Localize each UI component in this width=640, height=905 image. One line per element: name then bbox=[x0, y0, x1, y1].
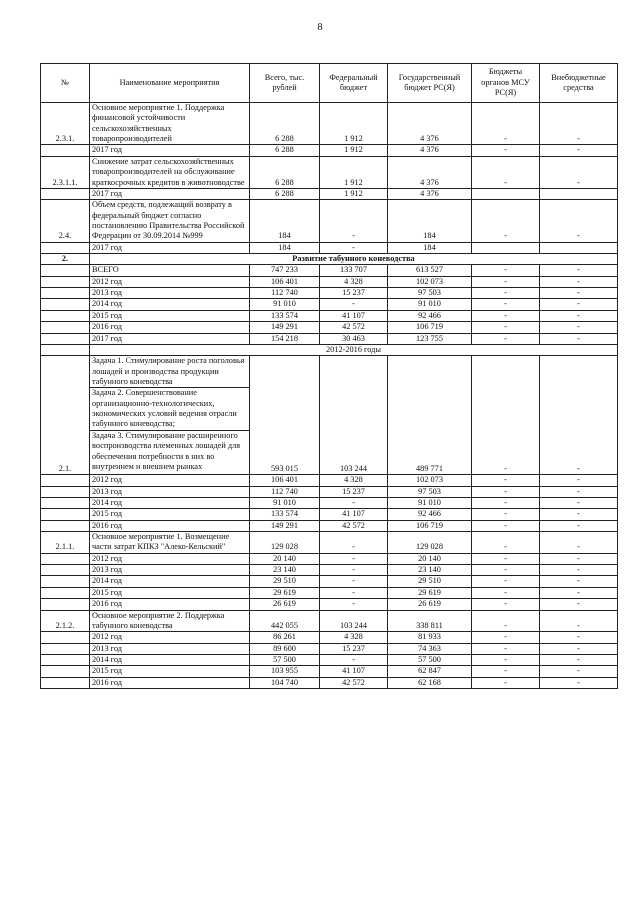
table-row bbox=[41, 497, 618, 508]
cell-num bbox=[41, 666, 90, 677]
table-row bbox=[41, 156, 618, 188]
cell-state: 81 933 bbox=[388, 632, 472, 643]
cell-municipal: - bbox=[472, 587, 540, 598]
cell-num bbox=[41, 276, 90, 287]
cell-total: 106 401 bbox=[250, 475, 320, 486]
cell-municipal: - bbox=[472, 565, 540, 576]
cell-offbudget: - bbox=[540, 565, 618, 576]
cell-state: 4 376 bbox=[388, 188, 472, 199]
cell-offbudget: - bbox=[540, 310, 618, 321]
cell-num bbox=[41, 576, 90, 587]
cell-municipal: - bbox=[472, 333, 540, 344]
cell-total: 184 bbox=[250, 242, 320, 253]
cell-total: 112 740 bbox=[250, 288, 320, 299]
table-row bbox=[41, 200, 618, 242]
col-header-total: Всего, тыс. рублей bbox=[250, 64, 320, 103]
table-row bbox=[41, 677, 618, 688]
cell-municipal: - bbox=[472, 475, 540, 486]
period-label: 2012-2016 годы bbox=[90, 344, 618, 355]
cell-state: 4 376 bbox=[388, 103, 472, 145]
cell-federal: 4 328 bbox=[320, 632, 388, 643]
cell-federal: 41 107 bbox=[320, 310, 388, 321]
cell-municipal: - bbox=[472, 509, 540, 520]
cell-total: 29 510 bbox=[250, 576, 320, 587]
table-row bbox=[41, 520, 618, 531]
cell-state: 129 028 bbox=[388, 532, 472, 554]
cell-municipal: - bbox=[472, 156, 540, 188]
cell-municipal: - bbox=[472, 576, 540, 587]
cell-federal: 30 463 bbox=[320, 333, 388, 344]
col-header-municipal: Бюджеты органов МСУ РС(Я) bbox=[472, 64, 540, 103]
cell-num bbox=[41, 265, 90, 276]
cell-total: 29 619 bbox=[250, 587, 320, 598]
cell-offbudget: - bbox=[540, 276, 618, 287]
cell-federal: - bbox=[320, 553, 388, 564]
table-row bbox=[41, 553, 618, 564]
cell-num bbox=[41, 497, 90, 508]
cell-name: 2017 год bbox=[90, 242, 250, 253]
cell-total: 23 140 bbox=[250, 565, 320, 576]
table-row bbox=[41, 299, 618, 310]
cell-name: 2015 год bbox=[90, 587, 250, 598]
cell-name: 2014 год bbox=[90, 299, 250, 310]
cell-offbudget: - bbox=[540, 299, 618, 310]
cell-municipal: - bbox=[472, 677, 540, 688]
cell-total: 184 bbox=[250, 200, 320, 242]
cell-federal: - bbox=[320, 587, 388, 598]
cell-name: 2013 год bbox=[90, 643, 250, 654]
cell-name: 2013 год bbox=[90, 486, 250, 497]
cell-state: 489 771 bbox=[388, 356, 472, 475]
cell-municipal: - bbox=[472, 145, 540, 156]
cell-name: 2014 год bbox=[90, 497, 250, 508]
cell-offbudget: - bbox=[540, 599, 618, 610]
cell-num bbox=[41, 475, 90, 486]
cell-municipal: - bbox=[472, 520, 540, 531]
cell-offbudget: - bbox=[540, 576, 618, 587]
period-row bbox=[41, 344, 618, 355]
cell-total: 6 288 bbox=[250, 188, 320, 199]
cell-num bbox=[41, 188, 90, 199]
cell-name: 2015 год bbox=[90, 666, 250, 677]
table-row bbox=[41, 322, 618, 333]
cell-federal: 42 572 bbox=[320, 677, 388, 688]
cell-name: Основное мероприятие 1. Возмещение части затрат КПКЗ "Алеко-Кельский" bbox=[90, 532, 250, 554]
cell-name: Основное мероприятие 2. Поддержка табунного коневодства bbox=[90, 610, 250, 632]
cell-federal: 1 912 bbox=[320, 145, 388, 156]
cell-name: 2017 год bbox=[90, 333, 250, 344]
cell-num bbox=[41, 333, 90, 344]
cell-state: 23 140 bbox=[388, 565, 472, 576]
cell-state: 4 376 bbox=[388, 145, 472, 156]
cell-offbudget: - bbox=[540, 145, 618, 156]
table-row bbox=[41, 643, 618, 654]
col-header-num: № bbox=[41, 64, 90, 103]
cell-name: 2016 год bbox=[90, 520, 250, 531]
cell-state: 62 847 bbox=[388, 666, 472, 677]
cell-name: Снижение затрат сельскохозяйственных товаропроизводителей на обслуживание краткосрочных кредитов в животноводстве bbox=[90, 156, 250, 188]
cell-state: 92 466 bbox=[388, 509, 472, 520]
cell-total: 112 740 bbox=[250, 486, 320, 497]
table-row bbox=[41, 188, 618, 199]
cell-state: 92 466 bbox=[388, 310, 472, 321]
cell-total: 20 140 bbox=[250, 553, 320, 564]
cell-state: 57 500 bbox=[388, 654, 472, 665]
cell-federal: - bbox=[320, 299, 388, 310]
col-header-name: Наименование мероприятия bbox=[90, 64, 250, 103]
task-text: Задача 3. Стимулирование расширенного воспроизводства племенных лошадей для обеспечения потребности в них во внутреннем и внешнем рынках bbox=[90, 430, 249, 474]
cell-total: 104 740 bbox=[250, 677, 320, 688]
cell-total: 6 288 bbox=[250, 103, 320, 145]
cell-total: 6 288 bbox=[250, 145, 320, 156]
cell-name: 2013 год bbox=[90, 288, 250, 299]
cell-num bbox=[41, 288, 90, 299]
cell-federal: 4 328 bbox=[320, 475, 388, 486]
cell-total: 91 010 bbox=[250, 299, 320, 310]
table-row bbox=[41, 103, 618, 145]
cell-num: 2.3.1.1. bbox=[41, 156, 90, 188]
cell-offbudget: - bbox=[540, 288, 618, 299]
cell-state: 184 bbox=[388, 200, 472, 242]
cell-total: 133 574 bbox=[250, 509, 320, 520]
table-row bbox=[41, 310, 618, 321]
cell-state: 102 073 bbox=[388, 475, 472, 486]
cell-offbudget: - bbox=[540, 333, 618, 344]
cell-federal: - bbox=[320, 497, 388, 508]
table-row bbox=[41, 486, 618, 497]
cell-state: 62 168 bbox=[388, 677, 472, 688]
cell-state: 29 510 bbox=[388, 576, 472, 587]
cell-name: Основное мероприятие 1. Поддержка финансовой устойчивости сельскохозяйственных товаропроизводителей bbox=[90, 103, 250, 145]
cell-federal: - bbox=[320, 576, 388, 587]
cell-state: 74 363 bbox=[388, 643, 472, 654]
cell-federal: - bbox=[320, 599, 388, 610]
cell-name: 2012 год bbox=[90, 475, 250, 486]
cell-offbudget: - bbox=[540, 632, 618, 643]
cell-state: 102 073 bbox=[388, 276, 472, 287]
cell-state: 4 376 bbox=[388, 156, 472, 188]
cell-num bbox=[41, 344, 90, 355]
table-body bbox=[41, 103, 618, 689]
cell-offbudget: - bbox=[540, 553, 618, 564]
cell-offbudget: - bbox=[540, 520, 618, 531]
cell-num bbox=[41, 310, 90, 321]
cell-name: 2013 год bbox=[90, 565, 250, 576]
cell-num: 2.1. bbox=[41, 356, 90, 475]
cell-municipal bbox=[472, 188, 540, 199]
cell-num bbox=[41, 632, 90, 643]
cell-offbudget: - bbox=[540, 666, 618, 677]
cell-state: 97 503 bbox=[388, 486, 472, 497]
section-title: Развитие табунного коневодства bbox=[90, 254, 618, 265]
cell-federal: 15 237 bbox=[320, 288, 388, 299]
table-row bbox=[41, 666, 618, 677]
cell-num: 2.4. bbox=[41, 200, 90, 242]
table-row bbox=[41, 242, 618, 253]
cell-num bbox=[41, 509, 90, 520]
cell-federal: 41 107 bbox=[320, 509, 388, 520]
cell-state: 91 010 bbox=[388, 299, 472, 310]
tasks-row bbox=[41, 356, 618, 475]
cell-name: 2015 год bbox=[90, 509, 250, 520]
cell-num: 2.3.1. bbox=[41, 103, 90, 145]
cell-municipal: - bbox=[472, 276, 540, 287]
table-row bbox=[41, 265, 618, 276]
cell-municipal: - bbox=[472, 265, 540, 276]
task-text: Задача 1. Стимулирование роста поголовья лошадей и производства продукции табунного коневодства bbox=[92, 356, 245, 386]
cell-municipal: - bbox=[472, 553, 540, 564]
cell-name: 2016 год bbox=[90, 322, 250, 333]
cell-name: 2012 год bbox=[90, 553, 250, 564]
cell-offbudget: - bbox=[540, 356, 618, 475]
cell-federal: - bbox=[320, 242, 388, 253]
cell-name: ВСЕГО bbox=[90, 265, 250, 276]
cell-offbudget: - bbox=[540, 103, 618, 145]
table-header-row bbox=[41, 64, 618, 103]
cell-num bbox=[41, 486, 90, 497]
cell-total: 133 574 bbox=[250, 310, 320, 321]
cell-federal: - bbox=[320, 654, 388, 665]
table-row bbox=[41, 565, 618, 576]
cell-federal: 42 572 bbox=[320, 520, 388, 531]
cell-state: 613 527 bbox=[388, 265, 472, 276]
cell-municipal: - bbox=[472, 310, 540, 321]
cell-name: 2015 год bbox=[90, 310, 250, 321]
cell-name: 2016 год bbox=[90, 599, 250, 610]
cell-municipal: - bbox=[472, 103, 540, 145]
cell-name: 2014 год bbox=[90, 576, 250, 587]
task-text: Задача 2. Совершенствование организационно-технологических, экономических условий ведения отрасли табунного коневодства; bbox=[90, 387, 249, 429]
cell-offbudget: - bbox=[540, 475, 618, 486]
cell-total: 154 218 bbox=[250, 333, 320, 344]
cell-federal: 1 912 bbox=[320, 188, 388, 199]
cell-num bbox=[41, 322, 90, 333]
cell-total: 86 261 bbox=[250, 632, 320, 643]
table-row bbox=[41, 599, 618, 610]
cell-federal: - bbox=[320, 532, 388, 554]
cell-state: 184 bbox=[388, 242, 472, 253]
cell-state: 20 140 bbox=[388, 553, 472, 564]
cell-total: 57 500 bbox=[250, 654, 320, 665]
cell-num: 2.1.2. bbox=[41, 610, 90, 632]
cell-federal: 42 572 bbox=[320, 322, 388, 333]
cell-municipal: - bbox=[472, 666, 540, 677]
cell-num bbox=[41, 587, 90, 598]
cell-total: 593 015 bbox=[250, 356, 320, 475]
cell-num bbox=[41, 553, 90, 564]
cell-num bbox=[41, 565, 90, 576]
cell-federal: 103 244 bbox=[320, 610, 388, 632]
cell-total: 6 288 bbox=[250, 156, 320, 188]
cell-municipal: - bbox=[472, 299, 540, 310]
cell-total: 89 600 bbox=[250, 643, 320, 654]
cell-total: 442 055 bbox=[250, 610, 320, 632]
cell-federal: - bbox=[320, 200, 388, 242]
cell-offbudget: - bbox=[540, 643, 618, 654]
cell-num bbox=[41, 643, 90, 654]
cell-total: 149 291 bbox=[250, 520, 320, 531]
cell-offbudget: - bbox=[540, 200, 618, 242]
table-row bbox=[41, 333, 618, 344]
cell-total: 26 619 bbox=[250, 599, 320, 610]
cell-name: Объем средств, подлежащий возврату в федеральный бюджет согласно постановлению Правительства Российской Федерации от 30.09.2014 №999 bbox=[90, 200, 250, 242]
table-row bbox=[41, 288, 618, 299]
table-row bbox=[41, 587, 618, 598]
cell-federal: 41 107 bbox=[320, 666, 388, 677]
section-num: 2. bbox=[41, 254, 90, 265]
table-row bbox=[41, 576, 618, 587]
cell-offbudget: - bbox=[540, 497, 618, 508]
table-row bbox=[41, 276, 618, 287]
cell-municipal: - bbox=[472, 643, 540, 654]
cell-num bbox=[41, 145, 90, 156]
cell-total: 91 010 bbox=[250, 497, 320, 508]
cell-offbudget: - bbox=[540, 322, 618, 333]
cell-state: 91 010 bbox=[388, 497, 472, 508]
cell-federal: 133 707 bbox=[320, 265, 388, 276]
cell-state: 123 755 bbox=[388, 333, 472, 344]
table-row bbox=[41, 145, 618, 156]
cell-total: 103 955 bbox=[250, 666, 320, 677]
table-row bbox=[41, 610, 618, 632]
col-header-offbudget: Внебюджетные средства bbox=[540, 64, 618, 103]
cell-num bbox=[41, 654, 90, 665]
cell-num: 2.1.1. bbox=[41, 532, 90, 554]
cell-offbudget: - bbox=[540, 486, 618, 497]
cell-tasks bbox=[90, 356, 250, 475]
cell-num bbox=[41, 520, 90, 531]
cell-municipal: - bbox=[472, 632, 540, 643]
cell-state: 106 719 bbox=[388, 322, 472, 333]
cell-federal: 15 237 bbox=[320, 643, 388, 654]
cell-name: 2017 год bbox=[90, 145, 250, 156]
cell-num bbox=[41, 677, 90, 688]
table-row bbox=[41, 509, 618, 520]
cell-federal: 1 912 bbox=[320, 156, 388, 188]
cell-federal: 1 912 bbox=[320, 103, 388, 145]
cell-municipal: - bbox=[472, 610, 540, 632]
cell-municipal bbox=[472, 242, 540, 253]
cell-num bbox=[41, 299, 90, 310]
cell-name: 2016 год bbox=[90, 677, 250, 688]
cell-total: 106 401 bbox=[250, 276, 320, 287]
table-row bbox=[41, 632, 618, 643]
page-number: 8 bbox=[317, 22, 323, 33]
cell-federal: 4 328 bbox=[320, 276, 388, 287]
table-row bbox=[41, 475, 618, 486]
cell-offbudget bbox=[540, 242, 618, 253]
cell-total: 129 028 bbox=[250, 532, 320, 554]
col-header-state: Государственный бюджет РС(Я) bbox=[388, 64, 472, 103]
cell-offbudget: - bbox=[540, 587, 618, 598]
cell-state: 338 811 bbox=[388, 610, 472, 632]
cell-municipal: - bbox=[472, 486, 540, 497]
cell-offbudget: - bbox=[540, 265, 618, 276]
cell-num bbox=[41, 599, 90, 610]
cell-total: 149 291 bbox=[250, 322, 320, 333]
cell-state: 26 619 bbox=[388, 599, 472, 610]
cell-municipal: - bbox=[472, 654, 540, 665]
cell-municipal: - bbox=[472, 322, 540, 333]
budget-table bbox=[40, 63, 618, 689]
section-header-row bbox=[41, 254, 618, 265]
cell-offbudget: - bbox=[540, 610, 618, 632]
cell-name: 2012 год bbox=[90, 276, 250, 287]
cell-name: 2014 год bbox=[90, 654, 250, 665]
cell-num bbox=[41, 242, 90, 253]
cell-state: 97 503 bbox=[388, 288, 472, 299]
cell-federal: - bbox=[320, 565, 388, 576]
cell-municipal: - bbox=[472, 200, 540, 242]
cell-offbudget: - bbox=[540, 509, 618, 520]
table-row bbox=[41, 532, 618, 554]
cell-municipal: - bbox=[472, 288, 540, 299]
cell-offbudget: - bbox=[540, 654, 618, 665]
cell-offbudget: - bbox=[540, 677, 618, 688]
cell-municipal: - bbox=[472, 532, 540, 554]
cell-offbudget: - bbox=[540, 532, 618, 554]
cell-state: 29 619 bbox=[388, 587, 472, 598]
cell-municipal: - bbox=[472, 356, 540, 475]
cell-municipal: - bbox=[472, 599, 540, 610]
cell-offbudget: - bbox=[540, 156, 618, 188]
cell-municipal: - bbox=[472, 497, 540, 508]
cell-federal: 103 244 bbox=[320, 356, 388, 475]
cell-total: 747 233 bbox=[250, 265, 320, 276]
cell-name: 2012 год bbox=[90, 632, 250, 643]
cell-state: 106 719 bbox=[388, 520, 472, 531]
cell-offbudget bbox=[540, 188, 618, 199]
cell-federal: 15 237 bbox=[320, 486, 388, 497]
table-row bbox=[41, 654, 618, 665]
col-header-federal: Федеральный бюджет bbox=[320, 64, 388, 103]
cell-name: 2017 год bbox=[90, 188, 250, 199]
